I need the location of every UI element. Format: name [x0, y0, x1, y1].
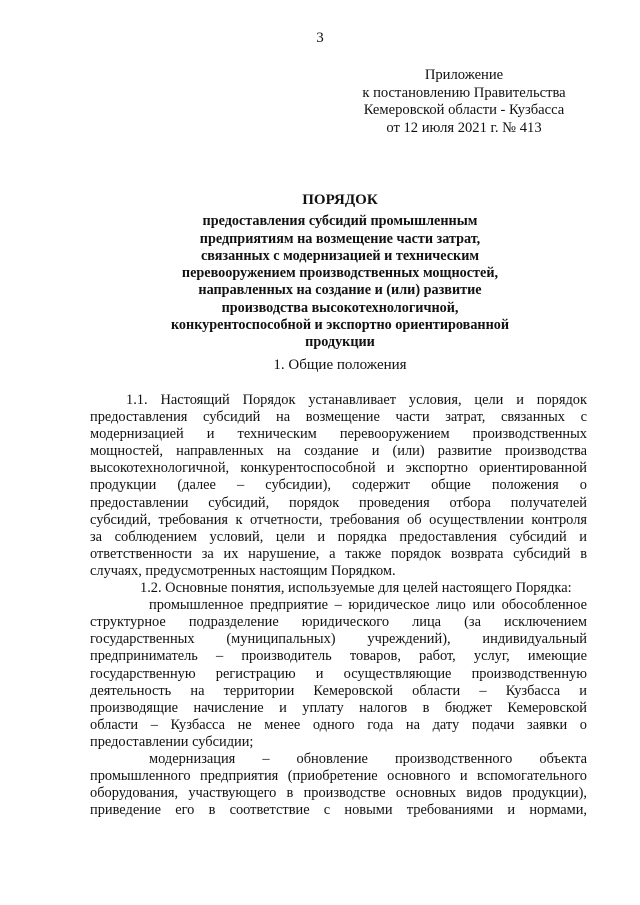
text-line: случаях, предусмотренных настоящим Порядком.: [90, 562, 396, 579]
appendix-line: к постановлению Правительства: [362, 84, 566, 101]
text-line: промышленного предприятия (приобретение основного и вспомогательного: [90, 768, 587, 785]
text-line: государственную регистрацию и осуществляющие производственную: [90, 665, 587, 682]
text-line: модернизация – обновление производственного объекта: [149, 750, 587, 767]
title-line: производства высокотехнологичной,: [221, 299, 459, 316]
title-line: продукции: [305, 334, 375, 351]
title-line: связанных с модернизацией и техническим: [200, 247, 480, 264]
title-heading: ПОРЯДОК: [302, 192, 378, 208]
text-line: предприниматель – производитель товаров, работ, услуг, имеющие: [90, 648, 587, 665]
text-line: государственных (муниципальных) учреждений), индивидуальный: [90, 631, 587, 648]
text-line: предоставлении субсидии;: [90, 733, 254, 750]
section-heading: 1. Общие положения: [273, 357, 407, 373]
text-line: области – Кузбасса не менее одного года на дату подачи заявки о: [90, 716, 587, 733]
title-line: конкурентоспособной и экспортно ориентированной: [170, 317, 510, 334]
text-line: структурное подразделение юридического лица (за исключением: [90, 614, 587, 631]
text-line: мощностей, направленных на создание и (или) развитие производства: [90, 443, 587, 460]
appendix-line: от 12 июля 2021 г. № 413: [386, 119, 542, 136]
text-line: деятельность на территории Кемеровской области – Кузбасса и: [90, 682, 587, 699]
text-line: ответственности за их нарушение, а также порядок возврата субсидий в: [90, 545, 587, 562]
text-line: производящие начисление и уплату налогов в бюджет Кемеровской: [90, 699, 587, 716]
appendix-line: Приложение: [424, 67, 504, 83]
appendix-line: Кемеровской области - Кузбасса: [363, 102, 565, 119]
title-line: направленных на создание и (или) развитие: [198, 282, 482, 299]
text-line: предоставления субсидий на возмещение части затрат, связанных с: [90, 409, 587, 426]
text-line: предоставлении субсидий, порядок проведения отбора получателей: [90, 494, 587, 511]
title-line: перевооружением производственных мощностей,: [181, 265, 499, 282]
document-title: [90, 192, 590, 352]
text-line: приведение его в соответствие с новыми требованиями и нормами,: [90, 802, 587, 819]
body-text: [90, 392, 587, 819]
appendix-block: [340, 67, 588, 137]
page-number: 3: [316, 30, 324, 46]
text-line: оборудования, участвующего в производстве основных видов продукции),: [90, 785, 587, 802]
text-line: продукции (далее – субсидии), содержит общие положения о: [90, 477, 587, 494]
text-line: 1.2. Основные понятия, используемые для целей настоящего Порядка:: [140, 580, 572, 597]
text-line: модернизацией и техническим перевооружением производственных: [90, 426, 587, 443]
title-line: предоставления субсидий промышленным: [202, 213, 478, 230]
title-line: предприятиям на возмещение части затрат,: [199, 230, 481, 247]
text-line: субсидий, требования к отчетности, требования об осуществлении контроля: [90, 511, 587, 528]
text-line: 1.1. Настоящий Порядок устанавливает условия, цели и порядок: [126, 392, 587, 408]
text-line: за соблюдением условий, цели и порядка предоставления субсидий и: [90, 528, 587, 545]
text-line: промышленное предприятие – юридическое лицо или обособленное: [149, 597, 587, 614]
text-line: высокотехнологичной, конкурентоспособной и экспортно ориентированной: [90, 460, 587, 477]
